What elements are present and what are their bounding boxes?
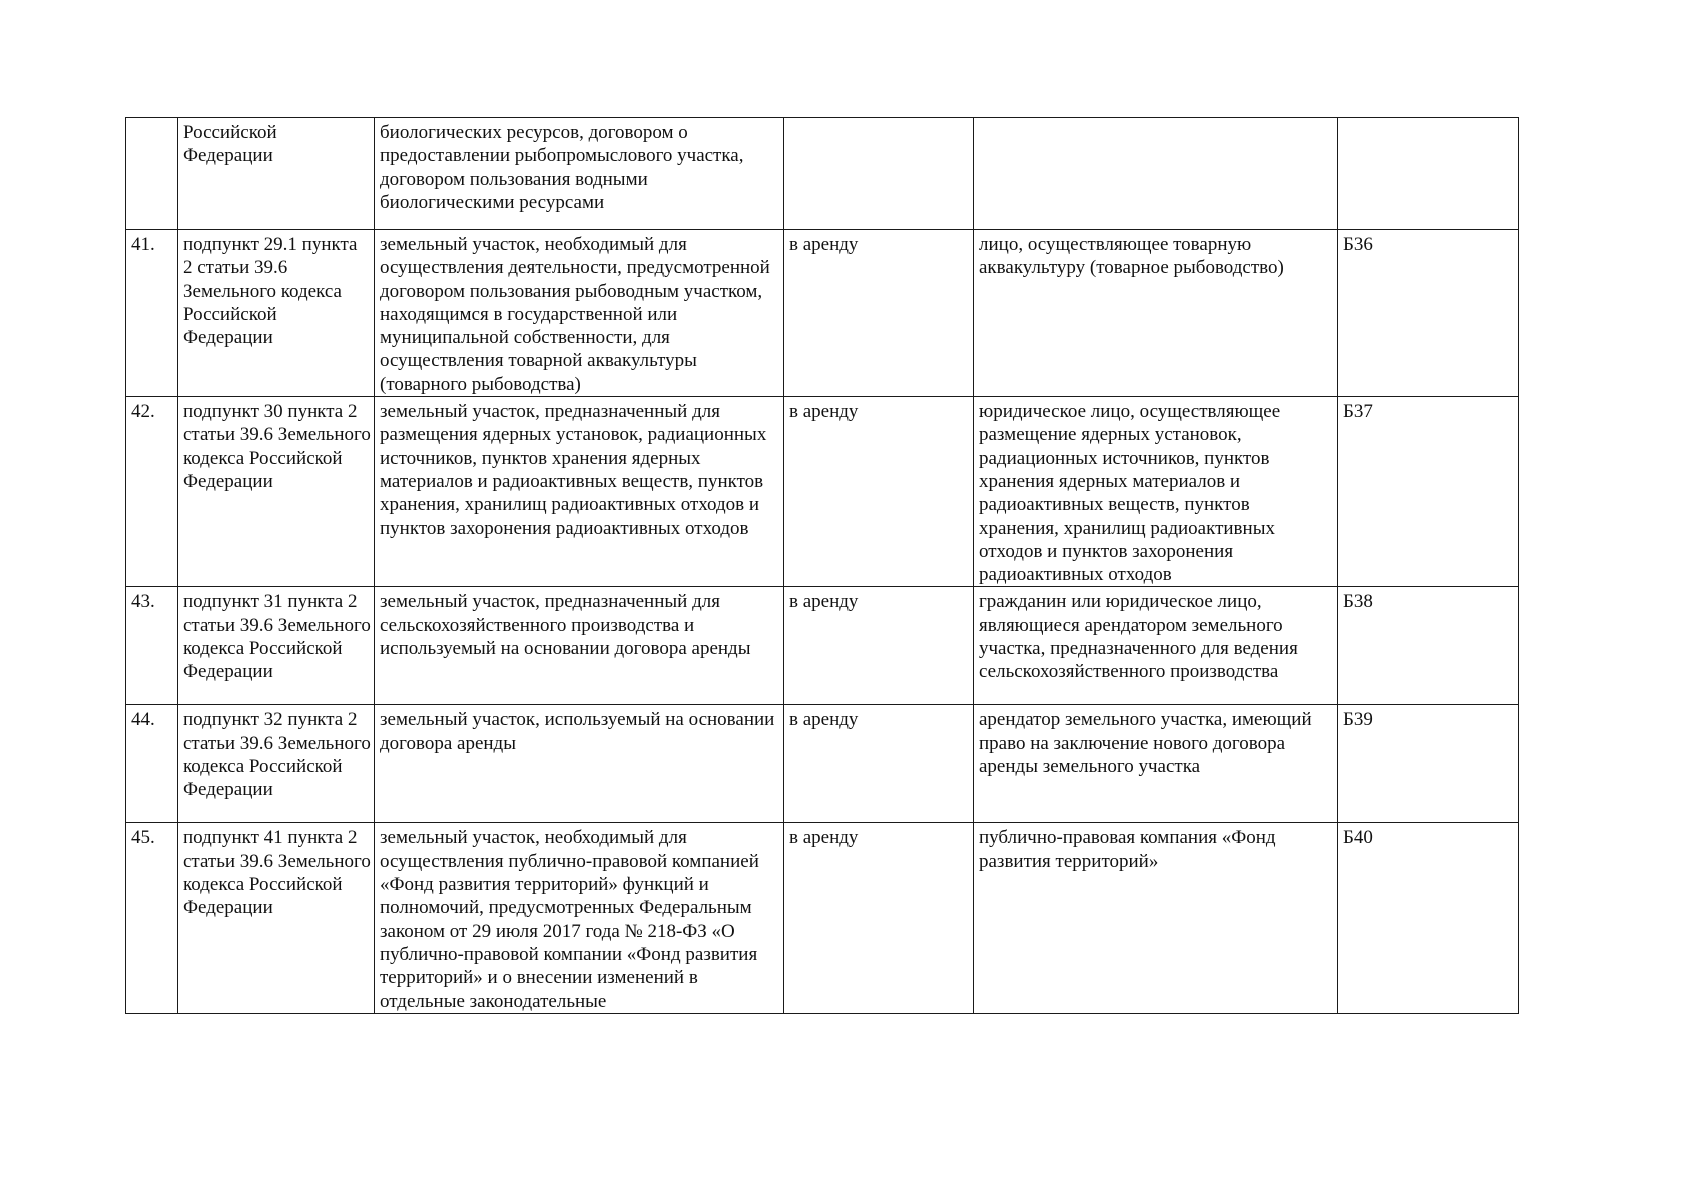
- row-number-cell: [126, 118, 178, 230]
- applicant-cell: публично-правовая компания «Фонд развития территорий»: [974, 823, 1338, 1013]
- provision-type-cell: [784, 118, 974, 230]
- table-row: [126, 705, 1519, 823]
- applicant-cell: [974, 118, 1338, 230]
- table-row: [126, 230, 1519, 397]
- code-cell: Б36: [1338, 230, 1519, 397]
- provision-type-cell: в аренду: [784, 230, 974, 397]
- applicant-cell: лицо, осуществляющее товарную аквакультуру (товарное рыбоводство): [974, 230, 1338, 397]
- legal-basis-cell: подпункт 30 пункта 2 статьи 39.6 Земельного кодекса Российской Федерации: [178, 397, 375, 587]
- provision-type-cell: в аренду: [784, 397, 974, 587]
- legal-basis-cell: подпункт 41 пункта 2 статьи 39.6 Земельного кодекса Российской Федерации: [178, 823, 375, 1013]
- row-number-cell: 41.: [126, 230, 178, 397]
- row-number-cell: 43.: [126, 587, 178, 705]
- applicant-cell: арендатор земельного участка, имеющий право на заключение нового договора аренды земельного участка: [974, 705, 1338, 823]
- land-plot-description-cell: земельный участок, используемый на основании договора аренды: [375, 705, 784, 823]
- table-row: [126, 823, 1519, 1013]
- table-row: [126, 118, 1519, 230]
- code-cell: Б39: [1338, 705, 1519, 823]
- code-cell: Б38: [1338, 587, 1519, 705]
- land-plot-description-cell: земельный участок, предназначенный для размещения ядерных установок, радиационных источников, пунктов хранения ядерных материалов и радиоактивных веществ, пунктов хранения, хранилищ радиоактивных отходов и пунктов захоронения радиоактивных отходов: [375, 397, 784, 587]
- applicant-cell: юридическое лицо, осуществляющее размещение ядерных установок, радиационных источников, пунктов хранения ядерных материалов и радиоактивных веществ, пунктов хранения, хранилищ радиоактивных отходов и пунктов захоронения радиоактивных отходов: [974, 397, 1338, 587]
- land-plot-description-cell: земельный участок, необходимый для осуществления деятельности, предусмотренной договором пользования рыбоводным участком, находящимся в государственной или муниципальной собственности, для осуществления товарной аквакультуры (товарного рыбоводства): [375, 230, 784, 397]
- code-cell: Б40: [1338, 823, 1519, 1013]
- legal-basis-cell: подпункт 32 пункта 2 статьи 39.6 Земельного кодекса Российской Федерации: [178, 705, 375, 823]
- row-number-cell: 45.: [126, 823, 178, 1013]
- applicant-cell: гражданин или юридическое лицо, являющиеся арендатором земельного участка, предназначенного для ведения сельскохозяйственного производства: [974, 587, 1338, 705]
- land-plots-table: [125, 117, 1519, 1014]
- legal-basis-cell: подпункт 29.1 пункта 2 статьи 39.6 Земельного кодекса Российской Федерации: [178, 230, 375, 397]
- table-row: [126, 587, 1519, 705]
- row-number-cell: 44.: [126, 705, 178, 823]
- land-plot-description-cell: биологических ресурсов, договором о предоставлении рыбопромыслового участка, договором пользования водными биологическими ресурсами: [375, 118, 784, 230]
- legal-basis-cell: подпункт 31 пункта 2 статьи 39.6 Земельного кодекса Российской Федерации: [178, 587, 375, 705]
- table-row: [126, 397, 1519, 587]
- provision-type-cell: в аренду: [784, 823, 974, 1013]
- provision-type-cell: в аренду: [784, 587, 974, 705]
- code-cell: [1338, 118, 1519, 230]
- land-plot-description-cell: земельный участок, необходимый для осуществления публично-правовой компанией «Фонд развития территорий» функций и полномочий, предусмотренных Федеральным законом от 29 июля 2017 года № 218-ФЗ «О публично-правовой компании «Фонд развития территорий» и о внесении изменений в отдельные законодательные: [375, 823, 784, 1013]
- code-cell: Б37: [1338, 397, 1519, 587]
- provision-type-cell: в аренду: [784, 705, 974, 823]
- legal-basis-cell: Российской Федерации: [178, 118, 375, 230]
- land-plot-description-cell: земельный участок, предназначенный для сельскохозяйственного производства и используемый на основании договора аренды: [375, 587, 784, 705]
- row-number-cell: 42.: [126, 397, 178, 587]
